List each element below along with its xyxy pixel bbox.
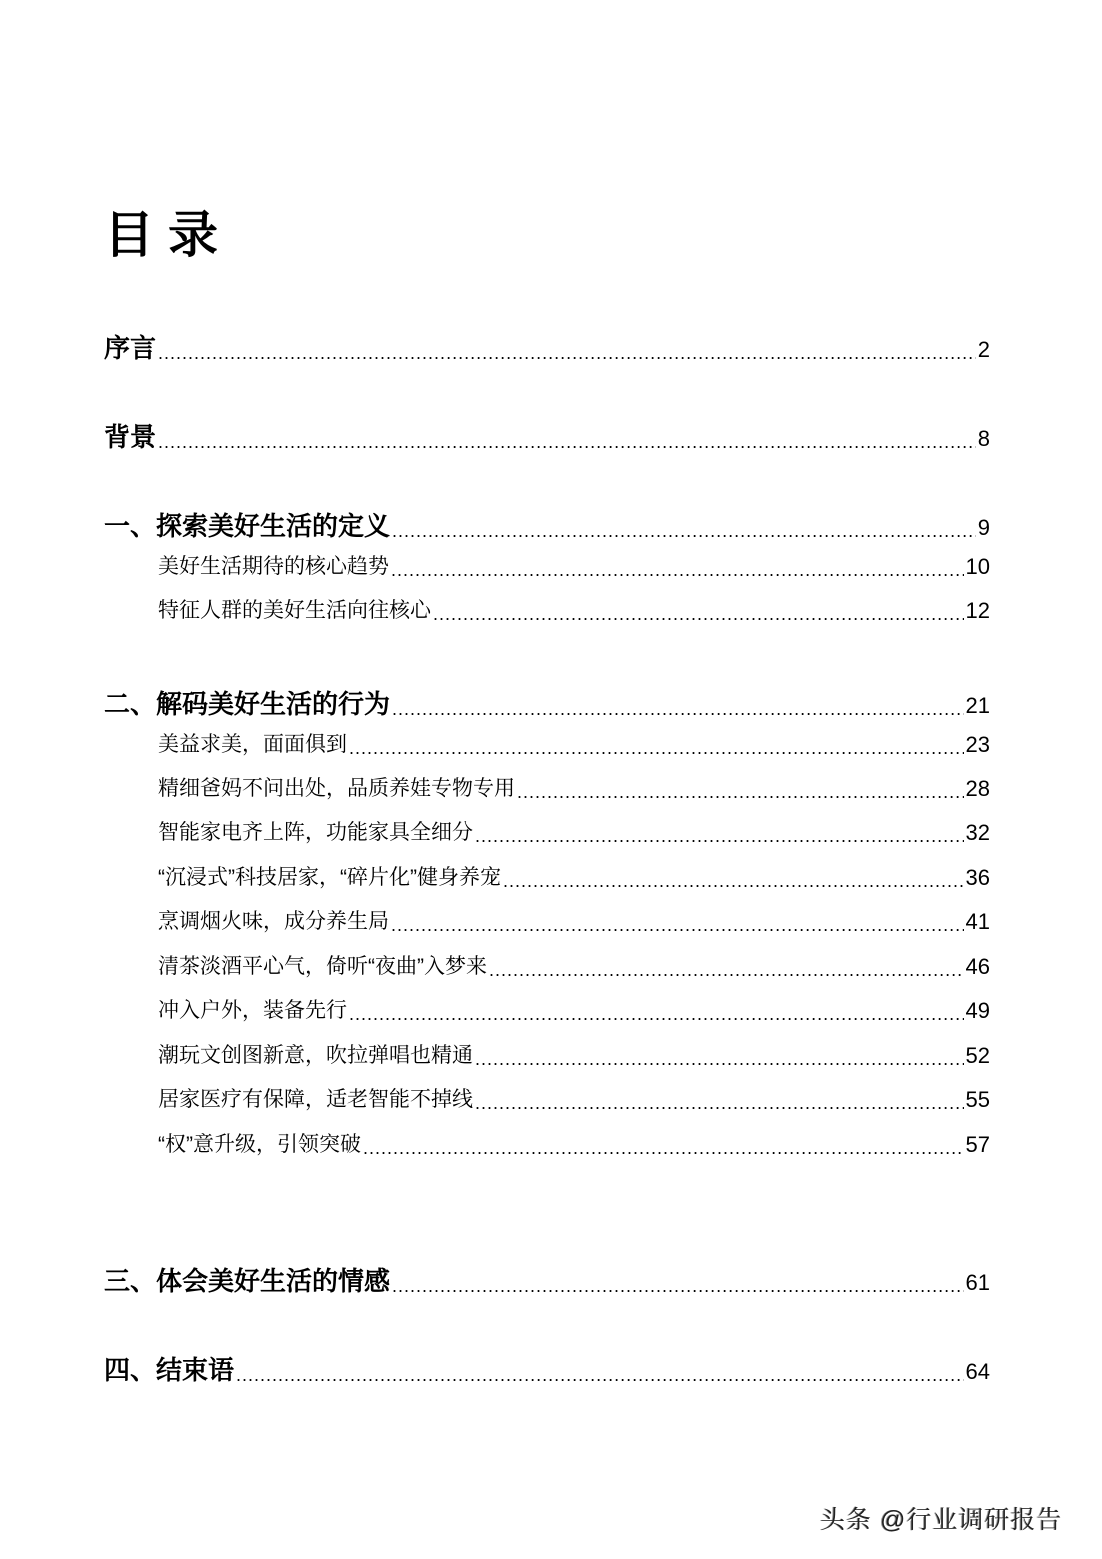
toc-entry-section[interactable] bbox=[158, 596, 990, 626]
toc-page-number: 41 bbox=[965, 909, 990, 934]
toc-entry-section[interactable] bbox=[158, 863, 990, 893]
toc-entry-section[interactable] bbox=[158, 952, 990, 982]
toc-entry-label: 潮玩文创图新意，吹拉弹唱也精通 bbox=[158, 1044, 473, 1067]
toc-entry-label: 美好生活期待的核心趋势 bbox=[158, 555, 389, 578]
toc-leader-dots bbox=[475, 824, 964, 848]
toc-page-number: 57 bbox=[965, 1132, 990, 1157]
toc-entry-label: 美益求美，面面俱到 bbox=[158, 733, 347, 756]
toc-leader-dots bbox=[391, 913, 964, 937]
toc-leader-dots bbox=[391, 558, 964, 582]
toc-entry-label: “权”意升级，引领突破 bbox=[158, 1133, 361, 1156]
toc-entry-label: 智能家电齐上阵，功能家具全细分 bbox=[158, 821, 473, 844]
toc-page-number: 2 bbox=[977, 337, 990, 362]
toc-entry-section[interactable] bbox=[158, 996, 990, 1026]
toc-entry-chapter-2[interactable] bbox=[104, 687, 990, 721]
toc-page-number: 12 bbox=[965, 598, 990, 623]
toc-entry-preface[interactable] bbox=[104, 331, 990, 365]
toc-entry-section[interactable] bbox=[158, 907, 990, 937]
toc-page-number: 32 bbox=[965, 820, 990, 845]
toc-page-number: 8 bbox=[977, 426, 990, 451]
toc-entry-section[interactable] bbox=[158, 1041, 990, 1071]
toc-leader-dots bbox=[392, 697, 964, 721]
toc-page-number: 52 bbox=[965, 1043, 990, 1068]
toc-entry-label: 三、体会美好生活的情感 bbox=[104, 1266, 391, 1296]
toc-leader-dots bbox=[489, 958, 964, 982]
toc-entry-chapter-3[interactable] bbox=[104, 1264, 990, 1298]
toc-entry-label: 精细爸妈不问出处，品质养娃专物专用 bbox=[158, 777, 515, 800]
toc-leader-dots bbox=[158, 341, 976, 365]
toc-entry-background[interactable] bbox=[104, 420, 990, 454]
toc-page-number: 36 bbox=[965, 865, 990, 890]
toc-entry-label: 一、探索美好生活的定义 bbox=[104, 511, 391, 541]
toc-entry-label: 四、结束语 bbox=[104, 1355, 235, 1385]
toc-page-number: 61 bbox=[965, 1270, 990, 1295]
toc-page-number: 23 bbox=[965, 732, 990, 757]
toc-entry-label: 烹调烟火味，成分养生局 bbox=[158, 910, 389, 933]
toc-leader-dots bbox=[475, 1047, 964, 1071]
toc-entry-chapter-4[interactable] bbox=[104, 1353, 990, 1387]
toc-leader-dots bbox=[349, 736, 964, 760]
toc-leader-dots bbox=[475, 1091, 964, 1115]
toc-page-number: 21 bbox=[965, 693, 990, 718]
toc-entry-label: “沉浸式”科技居家，“碎片化”健身养宠 bbox=[158, 866, 501, 889]
toc-page-number: 9 bbox=[977, 515, 990, 540]
toc-entry-label: 冲入户外，装备先行 bbox=[158, 999, 347, 1022]
toc-leader-dots bbox=[517, 780, 964, 804]
toc-entry-label: 清茶淡酒平心气，倚听“夜曲”入梦来 bbox=[158, 955, 487, 978]
toc-entry-label: 特征人群的美好生活向往核心 bbox=[158, 599, 431, 622]
toc-entry-section[interactable] bbox=[158, 1085, 990, 1115]
toc-leader-dots bbox=[392, 1274, 964, 1298]
toc-page-number: 64 bbox=[965, 1359, 990, 1384]
toc-entry-label: 背景 bbox=[104, 422, 157, 452]
toc-leader-dots bbox=[349, 1002, 964, 1026]
toc-page-number: 49 bbox=[965, 998, 990, 1023]
toc-page-number: 10 bbox=[965, 554, 990, 579]
toc-entry-section[interactable] bbox=[158, 818, 990, 848]
toc-leader-dots bbox=[433, 602, 964, 626]
toc-leader-dots bbox=[158, 430, 976, 454]
toc-entry-section[interactable] bbox=[158, 1130, 990, 1160]
page-title: 目录 bbox=[104, 207, 232, 263]
toc-entry-section[interactable] bbox=[158, 730, 990, 760]
toc-page-number: 28 bbox=[965, 776, 990, 801]
toc-page-number: 46 bbox=[965, 954, 990, 979]
toc-entry-section[interactable] bbox=[158, 774, 990, 804]
toc-leader-dots bbox=[363, 1136, 964, 1160]
toc-entry-section[interactable] bbox=[158, 552, 990, 582]
toc-page-number: 55 bbox=[965, 1087, 990, 1112]
toc-leader-dots bbox=[392, 519, 976, 543]
toc-entry-label: 居家医疗有保障，适老智能不掉线 bbox=[158, 1088, 473, 1111]
toc-leader-dots bbox=[236, 1363, 964, 1387]
toc-entry-chapter-1[interactable] bbox=[104, 509, 990, 543]
watermark: 头条 @行业调研报告 bbox=[820, 1506, 1063, 1534]
toc-entry-label: 二、解码美好生活的行为 bbox=[104, 689, 391, 719]
toc-entry-label: 序言 bbox=[104, 333, 157, 363]
toc-leader-dots bbox=[503, 869, 964, 893]
